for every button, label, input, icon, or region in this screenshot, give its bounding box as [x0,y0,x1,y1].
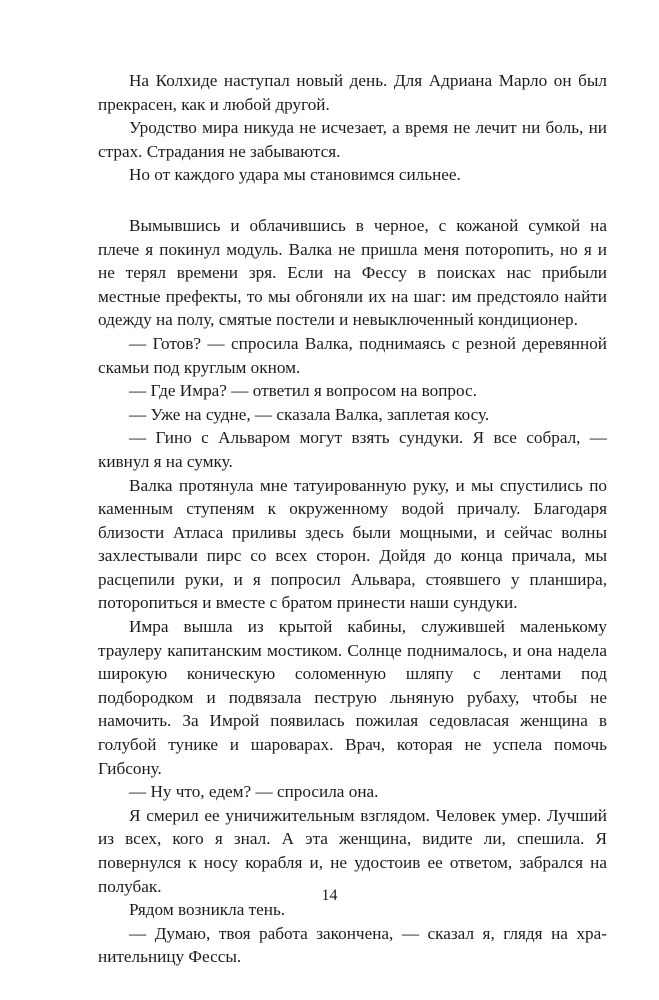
paragraph: На Колхиде наступал новый день. Для Адриана Марло он был прекрасен, как и любой другой. [98,71,607,114]
dialogue-line: — Гино с Альваром могут взять сундуки. Я все собрал, — кивнул я на сумку. [98,428,607,471]
paragraph: Вымывшись и облачившись в черное, с кожаной сумкой на плече я покинул модуль. Валка не пришла меня поторопить, но я и не терял времени зря. Если на Фессу в поисках нас прибыли местные префекты, то мы обгоняли их на шаг: им предстояло найти одежду на полу, смятые постели и невыключенный кондиционер. [98,215,607,330]
dialogue-line: — Ну что, едем? — спросила она. [129,782,379,802]
dialogue-line: — Готов? — спросила Валка, поднимаясь с резной деревянной скамьи под круглым окном. [98,333,607,377]
dialogue-line: — Где Имра? — ответил я вопросом на вопрос. [129,381,477,401]
text-section-opening [98,69,607,187]
paragraph: Рядом возникла тень. [129,900,286,920]
paragraph: Но от каждого удара мы становимся сильнее. [129,165,461,185]
paragraph: Имра вышла из крытой кабины, служившей маленькому траулеру капитанским мостиком. Солнце поднималось, и она надела широкую коническую соломенную шляпу с лентами под подбородком и подвязала пеструю льняную рубаху, чтобы не намочить. За Имрой появилась пожилая седовласая женщина в голубой тунике и шароварах. Врач, которая не успела помочь Гибсону. [98,617,607,778]
text-section-main [98,214,607,969]
page-number: 14 [321,887,338,904]
paragraph: Я смерил ее уничижительным взглядом. Человек умер. Лучший из всех, кого я знал. А эта женщина, видите ли, спешила. Я повернулся к носу корабля и, не удостоив ее ответом, забрался на полубак. [98,805,607,896]
dialogue-line: — Думаю, твоя работа закончена, — сказал я, глядя на хранительницу Фессы. [98,923,607,967]
paragraph: Валка протянула мне татуированную руку, и мы спустились по каменным ступеням к окруженному водой причалу. Благодаря близости Атласа приливы здесь были мощными, и сейчас волны захлестывали пирс со всех сторон. Дойдя до конца причала, мы расцепили руки, и я попросил Альвара, стоявшего у планшира, поторопиться и вместе с братом принести наши сундуки. [98,475,607,613]
paragraph: Уродство мира никуда не исчезает, а время не лечит ни боль, ни страх. Страдания не забываются. [98,118,607,161]
section-break [98,187,607,214]
dialogue-line: — Уже на судне, — сказала Валка, заплетая косу. [129,404,490,424]
